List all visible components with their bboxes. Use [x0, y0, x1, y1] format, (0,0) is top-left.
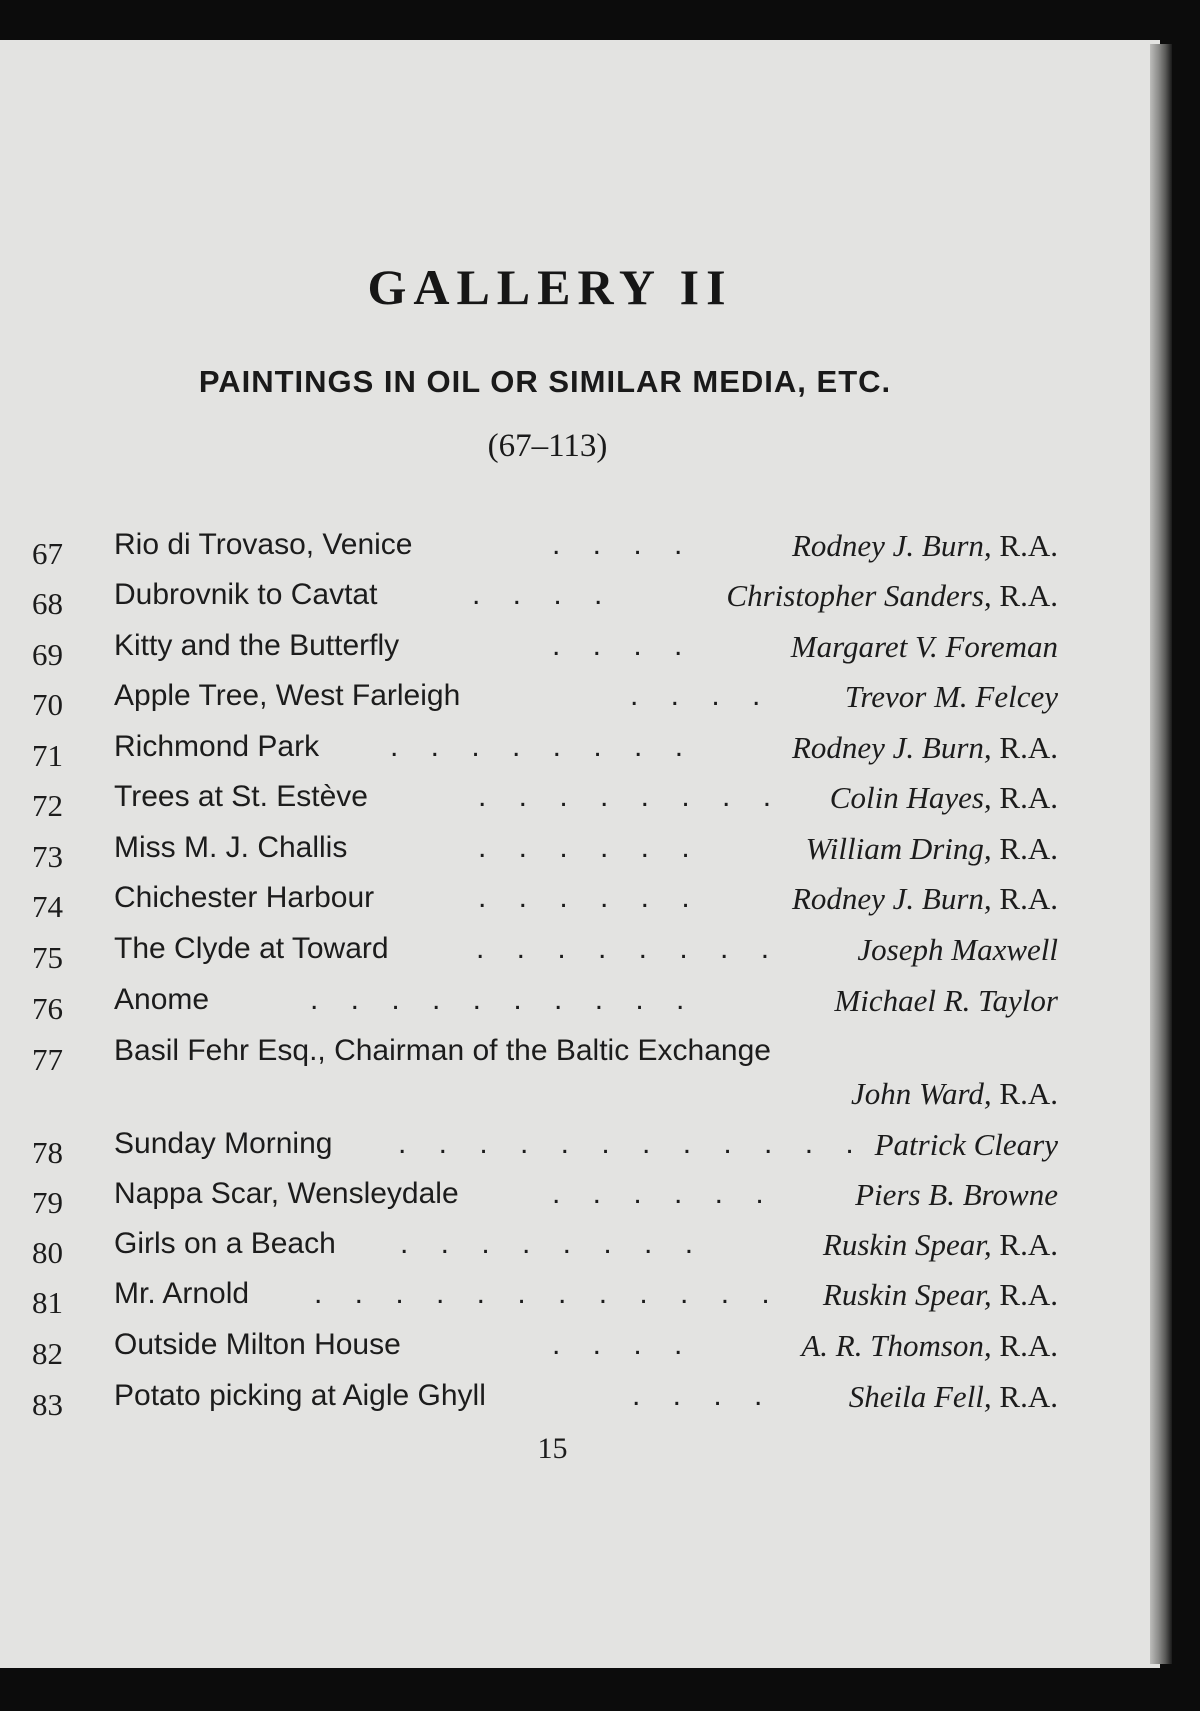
entry-number: 70 [32, 687, 63, 722]
dot-leader: . . . . [630, 679, 764, 712]
page-edge [1150, 44, 1172, 1664]
entry-number: 67 [32, 536, 63, 571]
artist-name: Patrick Cleary [874, 1127, 1058, 1162]
entry-title: Chichester Harbour [114, 881, 375, 914]
artist-suffix: R.A. [999, 578, 1058, 613]
artist-name: William Dring, [805, 831, 992, 866]
artist-name: John Ward, [851, 1076, 992, 1111]
entry-title: Miss M. J. Challis [114, 831, 348, 864]
entry-title: Richmond Park [114, 730, 320, 763]
list-item [0, 932, 1100, 978]
entry-artist [857, 932, 1058, 968]
list-item [0, 1034, 1100, 1134]
artist-suffix: R.A. [999, 831, 1058, 866]
section-subtitle: PAINTINGS IN OIL OR SIMILAR MEDIA, ETC. [198, 364, 892, 399]
page-title: GALLERY II [367, 259, 733, 315]
list-item [0, 578, 1100, 624]
entry-title: Kitty and the Butterfly [114, 629, 400, 662]
list-item [0, 679, 1100, 725]
entry-artist [801, 1328, 1058, 1364]
list-item [0, 1277, 1100, 1323]
entry-number: 75 [32, 940, 63, 975]
entry-title: Mr. Arnold [114, 1277, 250, 1310]
entry-artist [792, 528, 1058, 564]
entry-number: 82 [32, 1336, 63, 1371]
entry-title: Sunday Morning [114, 1127, 333, 1160]
entry-title: Basil Fehr Esq., Chairman of the Baltic Exchange [114, 1034, 771, 1067]
list-item [0, 1177, 1100, 1223]
entry-number: 78 [32, 1135, 63, 1170]
entry-title: Rio di Trovaso, Venice [114, 528, 413, 561]
dot-leader: . . . . . . . . [390, 730, 687, 763]
artist-name: Sheila Fell, [848, 1379, 992, 1414]
artist-suffix: R.A. [999, 1328, 1058, 1363]
entry-artist [792, 730, 1058, 766]
artist-name: Rodney J. Burn, [791, 730, 992, 765]
entry-title: Anome [114, 983, 210, 1016]
entry-number: 80 [32, 1235, 63, 1270]
artist-name: Colin Hayes, [829, 780, 992, 815]
list-item [0, 1127, 1100, 1173]
list-item [0, 1227, 1100, 1273]
dot-leader: . . . . [472, 578, 606, 611]
artist-suffix: R.A. [999, 730, 1058, 765]
artist-suffix: R.A. [999, 1076, 1058, 1111]
artist-name: Joseph Maxwell [857, 932, 1058, 967]
dot-leader: . . . . [552, 528, 686, 561]
artist-name: Ruskin Spear, [822, 1227, 992, 1262]
entry-artist [830, 780, 1058, 816]
artist-suffix: R.A. [999, 1277, 1058, 1312]
list-item [0, 831, 1100, 877]
entry-title: Girls on a Beach [114, 1227, 336, 1260]
artist-name: Michael R. Taylor [834, 983, 1058, 1018]
entry-artist [823, 1227, 1058, 1263]
entry-artist [834, 983, 1058, 1019]
list-item [0, 1328, 1100, 1374]
dot-leader: . . . . [632, 1379, 766, 1412]
entry-number: 71 [32, 738, 63, 773]
artist-suffix: R.A. [999, 1227, 1058, 1262]
entry-number: 69 [32, 637, 63, 672]
artist-name: Rodney J. Burn, [791, 528, 992, 563]
dot-leader: . . . . . . [478, 831, 693, 864]
entry-artist [875, 1127, 1058, 1163]
entry-number: 81 [32, 1285, 63, 1320]
list-item [0, 730, 1100, 776]
entry-number: 68 [32, 586, 63, 621]
list-item [0, 983, 1100, 1029]
entry-artist [791, 629, 1058, 665]
artist-name: Margaret V. Foreman [790, 629, 1058, 664]
catalogue-range: (67–113) [487, 428, 608, 464]
entry-title: Trees at St. Estève [114, 780, 368, 813]
page-number: 15 [537, 1432, 568, 1465]
artist-suffix: R.A. [999, 881, 1058, 916]
dot-leader: . . . . [552, 629, 686, 662]
dot-leader: . . . . . . [552, 1177, 767, 1210]
entry-artist [851, 1076, 1058, 1112]
entry-artist [855, 1177, 1058, 1213]
artist-name: Piers B. Browne [855, 1177, 1058, 1212]
entry-number: 74 [32, 889, 63, 924]
artist-suffix: R.A. [999, 1379, 1058, 1414]
dot-leader: . . . . . . . . [400, 1227, 697, 1260]
dot-leader: . . . . . . . . [478, 780, 775, 813]
artist-name: Trevor M. Felcey [844, 679, 1058, 714]
artist-name: Christopher Sanders, [726, 578, 992, 613]
dot-leader: . . . . . . . . [476, 932, 773, 965]
entry-number: 77 [32, 1042, 63, 1077]
entry-artist [806, 831, 1058, 867]
artist-name: Ruskin Spear, [822, 1277, 992, 1312]
dot-leader: . . . . [552, 1328, 686, 1361]
entry-title: Nappa Scar, Wensleydale [114, 1177, 459, 1210]
entry-artist [845, 679, 1058, 715]
entry-title: Apple Tree, West Farleigh [114, 679, 461, 712]
entry-title: Potato picking at Aigle Ghyll [114, 1379, 486, 1412]
dot-leader: . . . . . . [478, 881, 693, 914]
artist-suffix: R.A. [999, 780, 1058, 815]
list-item [0, 629, 1100, 675]
entry-number: 72 [32, 788, 63, 823]
entry-artist [823, 1277, 1058, 1313]
entry-artist [792, 881, 1058, 917]
list-item [0, 881, 1100, 927]
entry-number: 79 [32, 1185, 63, 1220]
artist-suffix: R.A. [999, 528, 1058, 563]
list-item [0, 528, 1100, 574]
entry-title: The Clyde at Toward [114, 932, 389, 965]
artist-name: A. R. Thomson, [801, 1328, 992, 1363]
dot-leader: . . . . . . . . . . . . [398, 1127, 857, 1160]
entry-title: Dubrovnik to Cavtat [114, 578, 378, 611]
artist-name: Rodney J. Burn, [791, 881, 992, 916]
entry-artist [726, 578, 1058, 614]
entry-number: 73 [32, 839, 63, 874]
entry-number: 83 [32, 1387, 63, 1422]
entry-artist [849, 1379, 1058, 1415]
list-item [0, 780, 1100, 826]
entry-number: 76 [32, 991, 63, 1026]
list-item [0, 1379, 1100, 1425]
entry-title: Outside Milton House [114, 1328, 401, 1361]
dot-leader: . . . . . . . . . . . . [314, 1277, 773, 1310]
dot-leader: . . . . . . . . . . [310, 983, 688, 1016]
